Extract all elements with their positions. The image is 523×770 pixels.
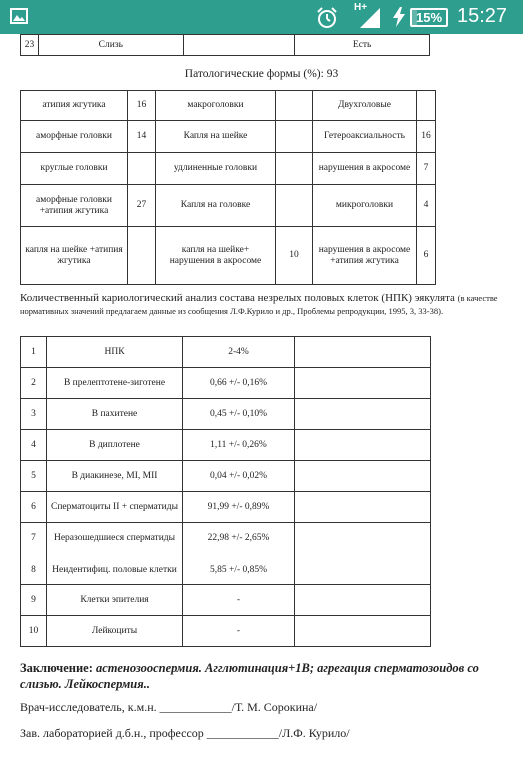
battery-percent: 15% <box>415 10 443 25</box>
row-number: 5 <box>21 461 47 492</box>
table-row <box>21 121 436 153</box>
status-bar <box>0 0 523 34</box>
signature-researcher: Врач-исследователь, к.м.н. ____________/Т. М. Сорокина/ <box>20 700 318 714</box>
row-number: 7 <box>31 532 36 543</box>
cell-name: Сперматоциты II + сперматиды <box>47 492 183 523</box>
cell-name: В диакинезе, MI, MII <box>47 461 183 492</box>
table-row <box>21 399 431 430</box>
karyological-analysis-heading <box>20 292 505 318</box>
cell-name: В пахитене <box>47 399 183 430</box>
cell-value: 0,66 +/- 0,16% <box>183 368 295 399</box>
cell-value-pair <box>183 523 295 585</box>
table-cell: Гетероаксиальность <box>313 121 417 153</box>
table-cell: Слизь <box>38 35 183 56</box>
cell-name: В диплотене <box>47 430 183 461</box>
row-number: 4 <box>21 430 47 461</box>
cell-name: Лейкоциты <box>47 616 183 647</box>
table-cell: аморфные головки <box>21 121 128 153</box>
document-page <box>0 34 523 770</box>
table-cell <box>276 91 313 121</box>
conclusion-label: Заключение: <box>20 661 93 675</box>
cell-value: 22,98 +/- 2,65% <box>207 532 270 543</box>
table-cell: круглые головки <box>21 153 128 185</box>
cell-empty <box>295 461 431 492</box>
signature-lab-head: Зав. лабораторией д.б.н., профессор ____________/Л.Ф. Курило/ <box>20 726 350 740</box>
table-cell: Есть <box>295 35 430 56</box>
row-number: 3 <box>21 399 47 430</box>
cell-name: Неразошедшиеся сперматиды <box>53 532 176 543</box>
table-cell: 16 <box>128 91 156 121</box>
table-row <box>21 492 431 523</box>
cell-value: 5,85 +/- 0,85% <box>209 564 268 575</box>
top-table-fragment <box>20 34 430 56</box>
karyological-title: Количественный кариологический анализ состава незрелых половых клеток (НПК) эякулята <box>20 292 455 304</box>
conclusion-text: астенозооспермия. Агглютинация+1В; агрегация сперматозоидов со слизью. Лейкоспермия.. <box>20 661 479 691</box>
cell-empty <box>295 399 431 430</box>
row-number: 2 <box>21 368 47 399</box>
table-cell <box>183 35 295 56</box>
table-row <box>21 35 430 56</box>
table-cell: Двухголовые <box>313 91 417 121</box>
table-cell: 27 <box>128 185 156 227</box>
table-row <box>21 227 436 285</box>
table-row <box>21 91 436 121</box>
table-row <box>21 430 431 461</box>
cell-empty <box>295 585 431 616</box>
table-cell <box>276 153 313 185</box>
network-type-label: H+ <box>354 2 368 13</box>
table-cell: капля на шейке +атипия жгутика <box>21 227 128 285</box>
clock: 15:27 <box>457 5 508 27</box>
table-cell: удлиненные головки <box>156 153 276 185</box>
row-number-pair <box>21 523 47 585</box>
table-cell: Капля на головке <box>156 185 276 227</box>
cell-name: В прелептотене-зиготене <box>47 368 183 399</box>
cell-name: Неидентифиц. половые клетки <box>52 564 177 575</box>
table-cell: аморфные головки +атипия жгутика <box>21 185 128 227</box>
table-row <box>21 153 436 185</box>
table-cell <box>128 227 156 285</box>
cell-value: 1,11 +/- 0,26% <box>183 430 295 461</box>
cell-value: 0,45 +/- 0,10% <box>183 399 295 430</box>
table-row <box>21 368 431 399</box>
table-cell: капля на шейке+ нарушения в акросоме <box>156 227 276 285</box>
table-cell <box>417 91 436 121</box>
cell-value: 0,04 +/- 0,02% <box>183 461 295 492</box>
table-row <box>21 185 436 227</box>
table-row <box>21 337 431 368</box>
cell-empty <box>295 616 431 647</box>
pathological-forms-title: Патологические формы (%): 93 <box>184 68 339 80</box>
table-cell <box>276 121 313 153</box>
cell-empty <box>295 492 431 523</box>
table-cell: 10 <box>276 227 313 285</box>
row-number: 1 <box>21 337 47 368</box>
table-row <box>21 585 431 616</box>
battery-icon <box>410 8 448 27</box>
row-number: 9 <box>21 585 47 616</box>
table-row <box>21 616 431 647</box>
row-number: 10 <box>21 616 47 647</box>
table-cell: 7 <box>417 153 436 185</box>
karyological-table <box>20 336 431 647</box>
conclusion <box>20 660 510 692</box>
karyological-note: (в качестве нормативных значений предлагаем данные из сообщения Л.Ф.Курило и др., Проблемы репродукции, 1995, 3, 33-38). <box>20 293 498 316</box>
alarm-icon <box>316 7 338 29</box>
table-cell: атипия жгутика <box>21 91 128 121</box>
table-cell: 14 <box>128 121 156 153</box>
cell-empty <box>295 430 431 461</box>
cell-name: Клетки эпителия <box>47 585 183 616</box>
cell-value: 2-4% <box>183 337 295 368</box>
cell-value: - <box>183 585 295 616</box>
cell-empty <box>295 523 431 585</box>
cell-name-pair <box>47 523 183 585</box>
pathological-forms-table <box>20 90 436 285</box>
table-cell <box>276 185 313 227</box>
cell-name: НПК <box>47 337 183 368</box>
row-number: 6 <box>21 492 47 523</box>
cell-value: - <box>183 616 295 647</box>
table-row <box>21 461 431 492</box>
table-cell: Капля на шейке <box>156 121 276 153</box>
table-cell: 4 <box>417 185 436 227</box>
table-cell: 23 <box>21 35 39 56</box>
row-number: 8 <box>31 564 36 575</box>
table-cell: 6 <box>417 227 436 285</box>
table-cell: микроголовки <box>313 185 417 227</box>
charging-bolt-icon <box>392 7 406 27</box>
signal-icon <box>356 6 382 30</box>
table-cell <box>128 153 156 185</box>
table-row <box>21 523 431 585</box>
cell-value: 91,99 +/- 0,89% <box>183 492 295 523</box>
cell-empty <box>295 368 431 399</box>
table-cell: нарушения в акросоме +атипия жгутика <box>313 227 417 285</box>
table-cell: нарушения в акросоме <box>313 153 417 185</box>
gallery-icon <box>10 8 28 24</box>
table-cell: 16 <box>417 121 436 153</box>
table-cell: макроголовки <box>156 91 276 121</box>
cell-empty <box>295 337 431 368</box>
